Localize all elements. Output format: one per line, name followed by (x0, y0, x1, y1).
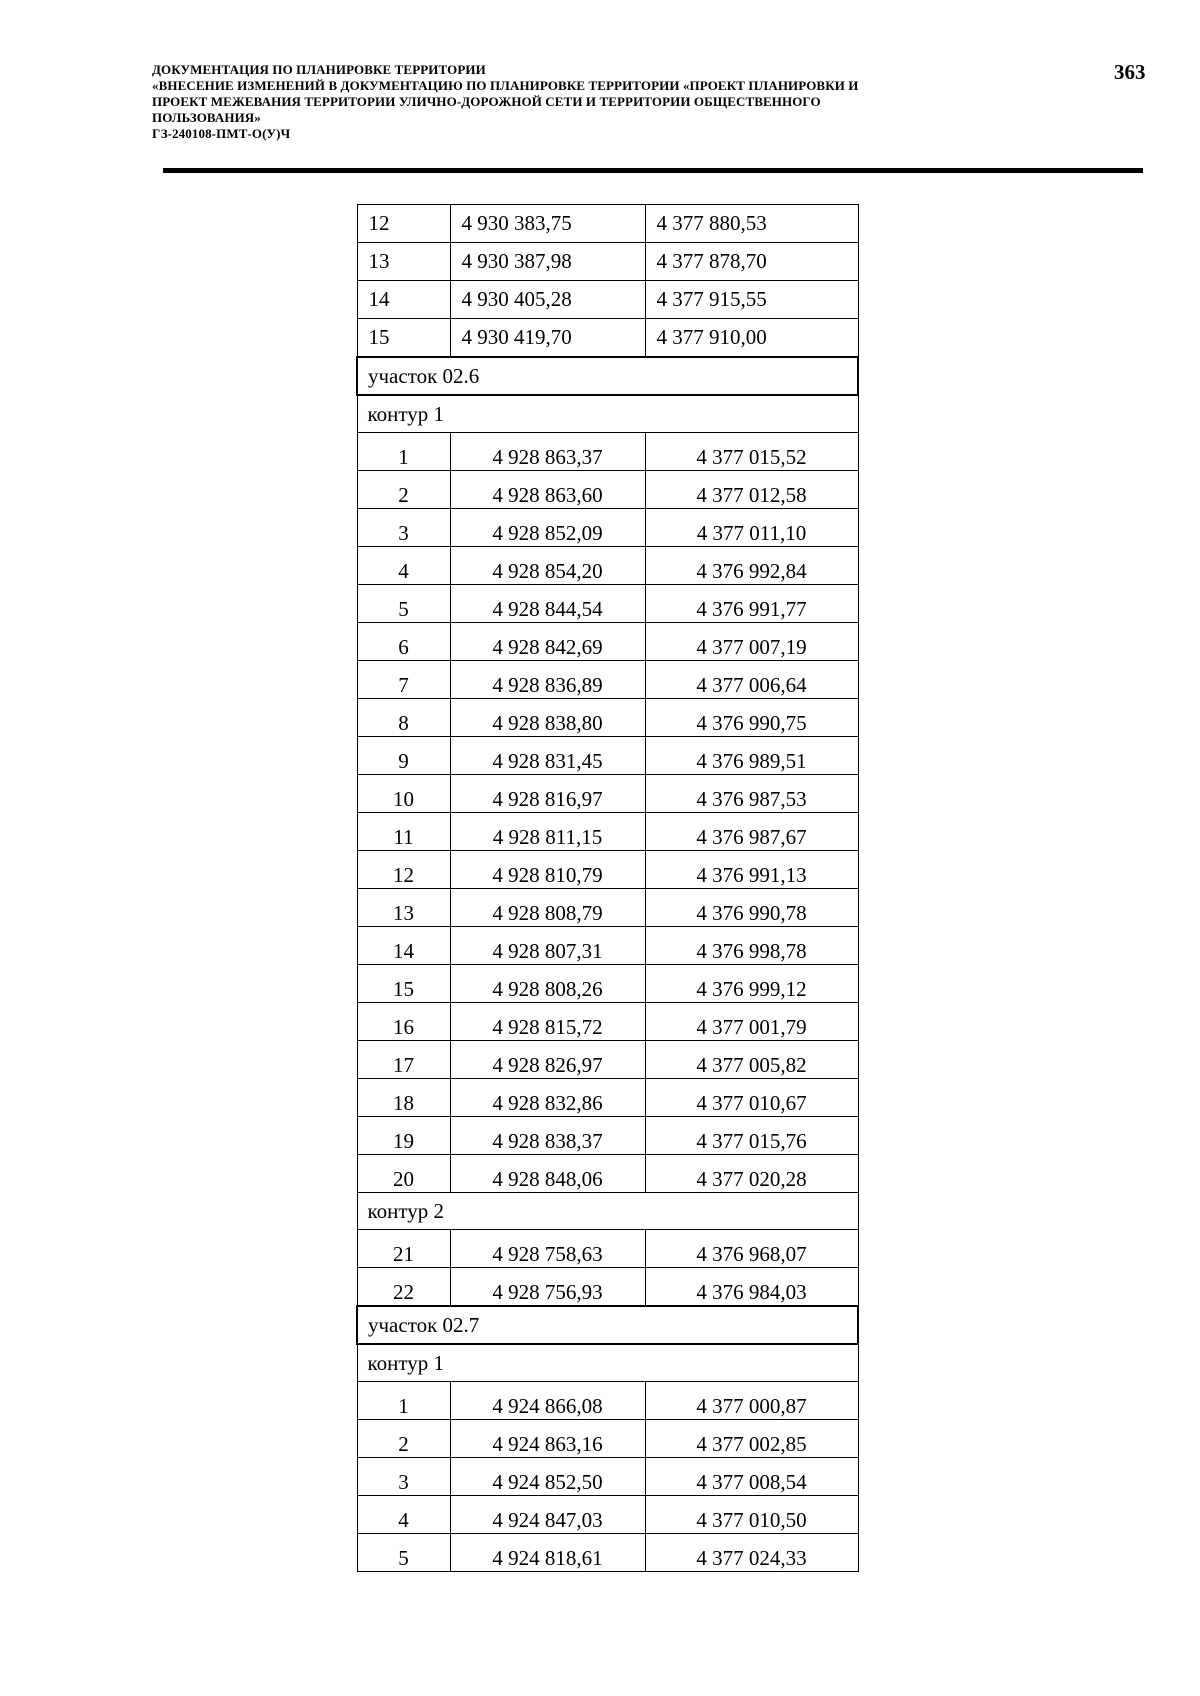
x-coordinate-cell: 4 928 815,72 (450, 1003, 645, 1041)
x-coordinate-cell: 4 930 387,98 (450, 243, 645, 281)
table-row (357, 661, 858, 699)
x-coordinate-cell: 4 928 808,26 (450, 965, 645, 1003)
y-coordinate-cell: 4 376 990,75 (645, 699, 858, 737)
x-coordinate-cell: 4 928 842,69 (450, 623, 645, 661)
point-number-cell: 4 (357, 1496, 450, 1534)
point-number-cell: 15 (357, 319, 450, 358)
point-number-cell: 5 (357, 1534, 450, 1572)
table-row (357, 1458, 858, 1496)
table-row (357, 851, 858, 889)
y-coordinate-cell: 4 376 987,53 (645, 775, 858, 813)
contour-label: контур 1 (357, 1344, 858, 1382)
x-coordinate-cell: 4 928 756,93 (450, 1268, 645, 1307)
x-coordinate-cell: 4 924 863,16 (450, 1420, 645, 1458)
point-number-cell: 1 (357, 433, 450, 471)
table-row (357, 775, 858, 813)
x-coordinate-cell: 4 930 383,75 (450, 205, 645, 243)
point-number-cell: 19 (357, 1117, 450, 1155)
header-divider (163, 168, 1143, 173)
point-number-cell: 12 (357, 851, 450, 889)
y-coordinate-cell: 4 376 990,78 (645, 889, 858, 927)
table-row (357, 1003, 858, 1041)
y-coordinate-cell: 4 377 011,10 (645, 509, 858, 547)
header-line-2: «ВНЕСЕНИЕ ИЗМЕНЕНИЙ В ДОКУМЕНТАЦИЮ ПО ПЛАНИРОВКЕ ТЕРРИТОРИИ «ПРОЕКТ ПЛАНИРОВКИ И (152, 78, 859, 93)
header-line-1: ДОКУМЕНТАЦИЯ ПО ПЛАНИРОВКЕ ТЕРРИТОРИИ (152, 62, 486, 77)
point-number-cell: 15 (357, 965, 450, 1003)
table-row (357, 965, 858, 1003)
table-row (357, 281, 858, 319)
point-number-cell: 17 (357, 1041, 450, 1079)
point-number-cell: 11 (357, 813, 450, 851)
x-coordinate-cell: 4 928 808,79 (450, 889, 645, 927)
table-row (357, 243, 858, 281)
table-row (357, 585, 858, 623)
point-number-cell: 13 (357, 889, 450, 927)
point-number-cell: 14 (357, 281, 450, 319)
y-coordinate-cell: 4 377 880,53 (645, 205, 858, 243)
contour-label: контур 2 (357, 1193, 858, 1230)
x-coordinate-cell: 4 928 807,31 (450, 927, 645, 965)
x-coordinate-cell: 4 928 838,80 (450, 699, 645, 737)
table-row (357, 737, 858, 775)
point-number-cell: 1 (357, 1382, 450, 1420)
table-row (357, 1268, 858, 1307)
y-coordinate-cell: 4 376 984,03 (645, 1268, 858, 1307)
point-number-cell: 4 (357, 547, 450, 585)
point-number-cell: 22 (357, 1268, 450, 1307)
x-coordinate-cell: 4 930 405,28 (450, 281, 645, 319)
contour-heading-row (357, 1344, 858, 1382)
parcel-heading-row (357, 357, 858, 395)
point-number-cell: 21 (357, 1230, 450, 1268)
y-coordinate-cell: 4 376 968,07 (645, 1230, 858, 1268)
y-coordinate-cell: 4 377 006,64 (645, 661, 858, 699)
point-number-cell: 2 (357, 1420, 450, 1458)
table-row (357, 471, 858, 509)
table-row (357, 1155, 858, 1193)
table-row (357, 699, 858, 737)
parcel-label: участок 02.7 (357, 1306, 858, 1344)
page-number: 363 (1114, 60, 1146, 84)
y-coordinate-cell: 4 377 007,19 (645, 623, 858, 661)
x-coordinate-cell: 4 928 810,79 (450, 851, 645, 889)
header-line-4: ПОЛЬЗОВАНИЯ» (152, 110, 261, 125)
table-row (357, 1382, 858, 1420)
y-coordinate-cell: 4 376 998,78 (645, 927, 858, 965)
y-coordinate-cell: 4 377 024,33 (645, 1534, 858, 1572)
point-number-cell: 20 (357, 1155, 450, 1193)
x-coordinate-cell: 4 930 419,70 (450, 319, 645, 358)
y-coordinate-cell: 4 377 010,67 (645, 1079, 858, 1117)
y-coordinate-cell: 4 377 020,28 (645, 1155, 858, 1193)
table-row (357, 813, 858, 851)
parcel-label: участок 02.6 (357, 357, 858, 395)
x-coordinate-cell: 4 924 818,61 (450, 1534, 645, 1572)
y-coordinate-cell: 4 376 989,51 (645, 737, 858, 775)
point-number-cell: 8 (357, 699, 450, 737)
y-coordinate-cell: 4 376 999,12 (645, 965, 858, 1003)
x-coordinate-cell: 4 928 863,37 (450, 433, 645, 471)
parcel-heading-row (357, 1306, 858, 1344)
table-row (357, 927, 858, 965)
table-row (357, 319, 858, 358)
point-number-cell: 13 (357, 243, 450, 281)
x-coordinate-cell: 4 928 836,89 (450, 661, 645, 699)
coordinates-table (356, 204, 859, 1572)
table-row (357, 1420, 858, 1458)
y-coordinate-cell: 4 377 015,52 (645, 433, 858, 471)
y-coordinate-cell: 4 377 005,82 (645, 1041, 858, 1079)
y-coordinate-cell: 4 376 987,67 (645, 813, 858, 851)
contour-heading-row (357, 1193, 858, 1230)
y-coordinate-cell: 4 377 010,50 (645, 1496, 858, 1534)
table-row (357, 1534, 858, 1572)
x-coordinate-cell: 4 928 811,15 (450, 813, 645, 851)
contour-label: контур 1 (357, 395, 858, 433)
y-coordinate-cell: 4 377 002,85 (645, 1420, 858, 1458)
x-coordinate-cell: 4 928 758,63 (450, 1230, 645, 1268)
x-coordinate-cell: 4 928 848,06 (450, 1155, 645, 1193)
point-number-cell: 10 (357, 775, 450, 813)
x-coordinate-cell: 4 924 866,08 (450, 1382, 645, 1420)
table-row (357, 509, 858, 547)
x-coordinate-cell: 4 928 832,86 (450, 1079, 645, 1117)
y-coordinate-cell: 4 377 910,00 (645, 319, 858, 358)
y-coordinate-cell: 4 377 015,76 (645, 1117, 858, 1155)
point-number-cell: 3 (357, 1458, 450, 1496)
point-number-cell: 6 (357, 623, 450, 661)
y-coordinate-cell: 4 377 000,87 (645, 1382, 858, 1420)
point-number-cell: 12 (357, 205, 450, 243)
point-number-cell: 2 (357, 471, 450, 509)
y-coordinate-cell: 4 377 008,54 (645, 1458, 858, 1496)
point-number-cell: 18 (357, 1079, 450, 1117)
y-coordinate-cell: 4 377 001,79 (645, 1003, 858, 1041)
x-coordinate-cell: 4 928 852,09 (450, 509, 645, 547)
point-number-cell: 16 (357, 1003, 450, 1041)
table-row (357, 1496, 858, 1534)
y-coordinate-cell: 4 377 012,58 (645, 471, 858, 509)
coordinates-table-body (357, 205, 858, 1572)
document-code: ГЗ-240108-ПМТ-О(У)Ч (152, 126, 291, 141)
x-coordinate-cell: 4 924 847,03 (450, 1496, 645, 1534)
x-coordinate-cell: 4 928 854,20 (450, 547, 645, 585)
document-header (152, 62, 1052, 142)
table-row (357, 1079, 858, 1117)
table-row (357, 1117, 858, 1155)
x-coordinate-cell: 4 928 831,45 (450, 737, 645, 775)
x-coordinate-cell: 4 928 816,97 (450, 775, 645, 813)
point-number-cell: 9 (357, 737, 450, 775)
point-number-cell: 14 (357, 927, 450, 965)
point-number-cell: 5 (357, 585, 450, 623)
header-line-3: ПРОЕКТ МЕЖЕВАНИЯ ТЕРРИТОРИИ УЛИЧНО-ДОРОЖНОЙ СЕТИ И ТЕРРИТОРИИ ОБЩЕСТВЕННОГО (152, 94, 821, 109)
x-coordinate-cell: 4 928 863,60 (450, 471, 645, 509)
contour-heading-row (357, 395, 858, 433)
point-number-cell: 3 (357, 509, 450, 547)
table-row (357, 623, 858, 661)
table-row (357, 205, 858, 243)
y-coordinate-cell: 4 377 878,70 (645, 243, 858, 281)
x-coordinate-cell: 4 928 838,37 (450, 1117, 645, 1155)
table-row (357, 889, 858, 927)
table-row (357, 1041, 858, 1079)
x-coordinate-cell: 4 924 852,50 (450, 1458, 645, 1496)
x-coordinate-cell: 4 928 826,97 (450, 1041, 645, 1079)
table-row (357, 433, 858, 471)
table-row (357, 1230, 858, 1268)
y-coordinate-cell: 4 376 991,77 (645, 585, 858, 623)
y-coordinate-cell: 4 376 991,13 (645, 851, 858, 889)
table-row (357, 547, 858, 585)
point-number-cell: 7 (357, 661, 450, 699)
y-coordinate-cell: 4 376 992,84 (645, 547, 858, 585)
y-coordinate-cell: 4 377 915,55 (645, 281, 858, 319)
x-coordinate-cell: 4 928 844,54 (450, 585, 645, 623)
